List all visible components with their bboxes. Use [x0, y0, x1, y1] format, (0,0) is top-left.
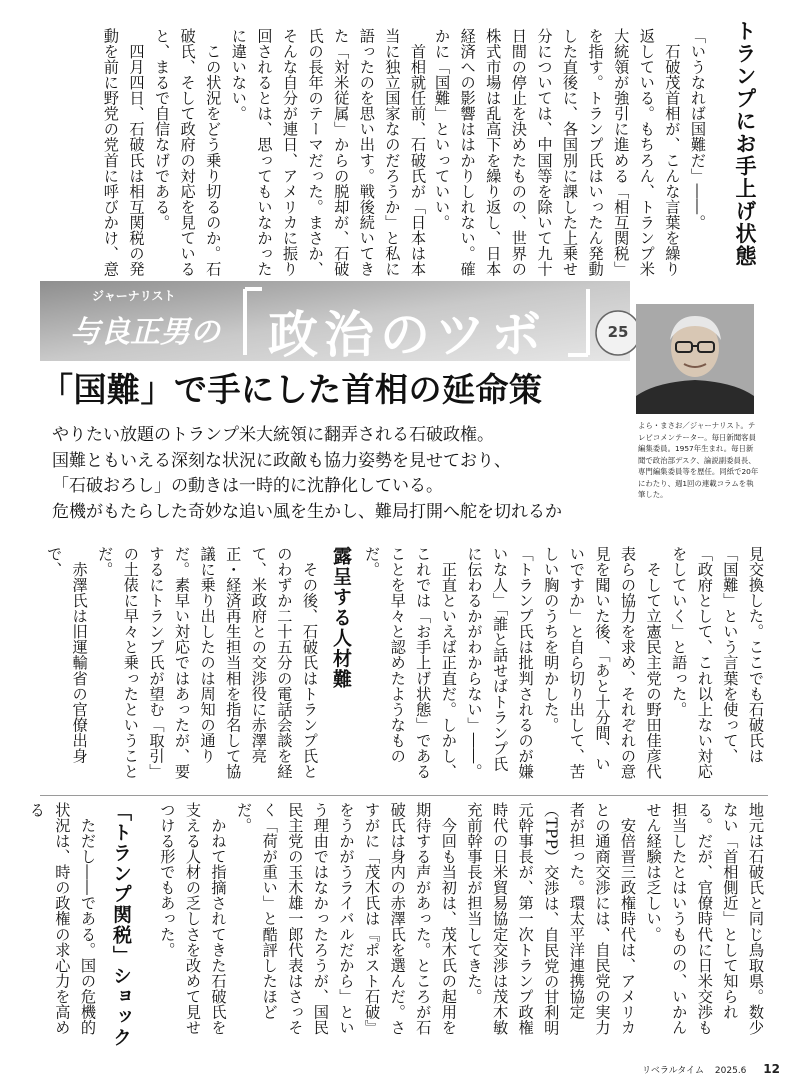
- subheading-lower: 「トランプ関税」ショック: [110, 802, 132, 1048]
- lead-line: やりたい放題のトランプ米大統領に翻弄される石破政権。: [52, 425, 494, 445]
- divider-middle-lower: [40, 795, 768, 796]
- banner-author: 与良正男の: [70, 315, 220, 350]
- subheading-middle: 露呈する人材難: [330, 546, 352, 690]
- banner-kicker: ジャーナリスト: [92, 289, 176, 303]
- article-column-lower-1: 地元は石破氏と同じ鳥取県。数少ない「首相側近」として知られる。だが、官僚時代に日米交渉も担当したとはいうものの、いかんせん経験は乏しい。 安倍晋三政権時代は、アメリカとの通商交渉には、自民党の実力者が担った。環太平洋連携協定（TPP）交渉は、自民党の甘利明元幹事長が、第一次トランプ政権時代の日米貿易協定交渉は茂木敏充前幹事長が担当してきた。 今回も当初は、茂木氏の起用を期待する声があった。ところが石破氏は身内の赤澤氏を選んだ。さすがに「茂木氏は『ポスト石破』をうかがうライバルだから」という理由ではなかったろうが、国民民主党の玉木雄一郎代表はさっそく「荷が重い」と酷評したほどだ。 かねて指摘されてきた石破氏を支える人材の乏しさを改めて見せつける形でもあった。: [158, 802, 765, 1036]
- author-caption: よら・まさお／ジャーナリスト。テレビコメンテーター。毎日新聞客員編集委員。1957年生まれ。毎日新聞で政治部デスク、論説副委員長、専門編集委員等を歴任。同紙で20年にわたり、週1回の連載コラムを執筆した。: [638, 421, 759, 499]
- magazine-name: リベラルタイム: [642, 1066, 705, 1076]
- article-title: 「国難」で手にした首相の延命策: [40, 370, 543, 409]
- page-number: 12: [763, 1062, 780, 1076]
- author-portrait: [636, 304, 754, 414]
- article-column-middle-1: 見交換した。ここでも石破氏は「国難」という言葉を使って、「政府として、これ以上ない対応をしていく」と語った。 そして立憲民主党の野田佳彦代表らの協力を求め、それぞれの意見を聞いた後、「あと十分間、いいですか」と自ら切り出して、苦しい胸のうちを明かした。 「トランプ氏は批判されるのが嫌いな人」「誰と話せばトランプ氏に伝わるかがわからない」――。 正直といえば正直だ。しかし、これでは「お手上げ状態」であることを早々と認めたようなものだ。: [363, 546, 765, 780]
- article-column-lower-2: ただし――である。国の危機的状況は、時の政権の求心力を高める: [27, 802, 97, 1036]
- section-heading-upper: トランプにお手上げ状態: [733, 20, 757, 268]
- article-lead: [52, 423, 562, 525]
- author-photo: [636, 304, 754, 414]
- article-column-middle-2: その後、石破氏はトランプ氏とのわずか二十五分の電話会談を経て、米政府との交渉役に赤澤亮正・経済再生担当相を指名して協議に乗り出したのは周知の通りだ。素早い対応ではあったが、要するにトランプ氏が望む「取引」の土俵に早々と乗ったということだ。 赤澤氏は旧運輸省の官僚出身で、: [45, 546, 319, 780]
- page-footer: [642, 1062, 780, 1076]
- lead-line: 国難ともいえる深刻な状況に政敵も協力姿勢を見せており、: [52, 450, 511, 471]
- banner-series-title: 政治のツボ: [268, 305, 547, 364]
- lead-line: 危機がもたらした奇妙な追い風を生かし、難局打開へ舵を切れるか: [52, 501, 562, 522]
- article-column-upper-1: 「いうなれば国難だ」――。 石破茂首相が、こんな言葉を繰り返している。もちろん、トランプ米大統領が強引に進める「相互関税」を指す。トランプ氏はいったん発動した直後に、各国別に課した上乗せ分については、中国等を除いて九十日間の停止を決めたものの、世界の株式市場は乱高下を繰り返し、日本経済への影響ははかりしれない。確かに「国難」といっていい。: [433, 28, 707, 277]
- issue-date: 2025.6: [714, 1066, 747, 1076]
- lead-line: 「石破おろし」の動きは一時的に沈静化している。: [52, 476, 443, 496]
- banner-issue-number: 25: [607, 323, 629, 341]
- article-column-upper-2: 首相就任前、石破氏が「日本は本当に独立国家なのだろうか」と私に語ったのを思い出す。戦後続いてきた「対米従属」からの脱却が、石破氏の長年のテーマだった。まさか、そんな自分が連日、アメリカに振り回されるとは、思ってもいなかったに違いない。 この状況をどう乗り切るのか。石破氏、そして政府の対応を見ていると、まるで自信なげである。 四月四日、石破氏は相互関税の発動を前に野党の党首に呼びかけ、意: [101, 28, 427, 277]
